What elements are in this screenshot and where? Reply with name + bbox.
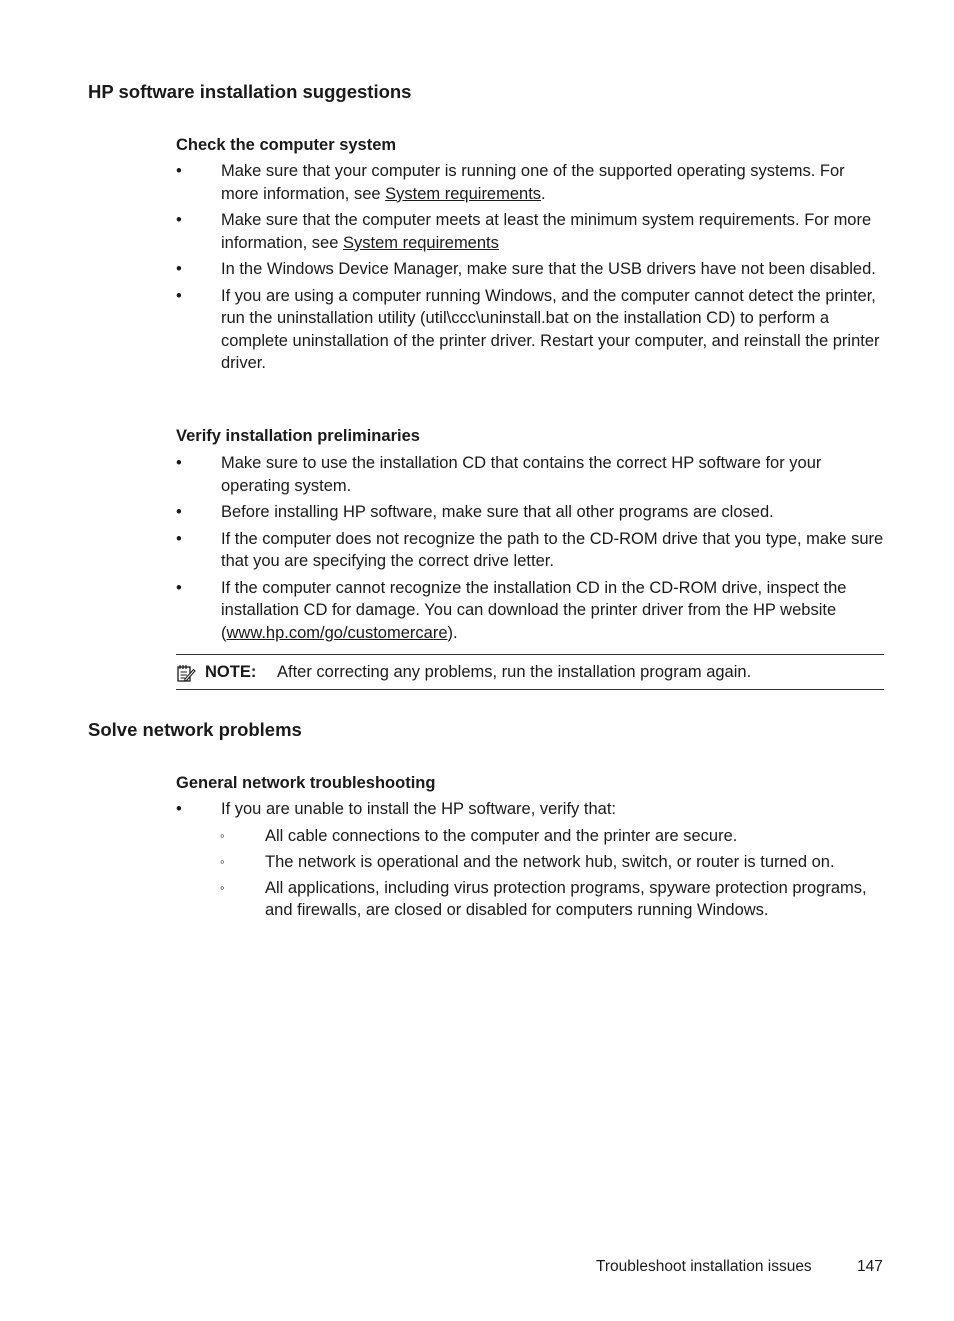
subheading-general-network: General network troubleshooting [176, 774, 436, 792]
sub-bullet: ◦ [220, 853, 225, 869]
network-troubleshooting-list [176, 798, 886, 925]
check-computer-list [176, 160, 886, 379]
bullet: • [176, 286, 182, 305]
list-item [176, 798, 886, 821]
list-item [176, 160, 886, 205]
list-item-suffix: . [541, 184, 546, 203]
bullet: • [176, 454, 182, 472]
note-box [176, 654, 884, 690]
sub-list-item-text: The network is operational and the network hub, switch, or router is turned on. [265, 852, 835, 871]
list-item-text: Make sure that the computer meets at least the minimum system requirements. For more information, see [221, 211, 872, 252]
verify-preliminaries-list [176, 452, 886, 648]
sub-list-item [176, 851, 886, 874]
list-item-text: Before installing HP software, make sure that all other programs are closed. [221, 503, 774, 521]
list-item-text: Make sure that your computer is running one of the supported operating systems. For more information, see [221, 162, 845, 203]
list-item [176, 452, 886, 497]
note-text: After correcting any problems, run the installation program again. [277, 663, 752, 681]
sub-bullet: ◦ [220, 879, 225, 895]
page-number: 147 [857, 1258, 883, 1275]
bullet: • [176, 162, 182, 180]
list-item [176, 501, 886, 524]
subheading-check-computer: Check the computer system [176, 136, 397, 154]
bullet: • [176, 529, 182, 548]
bullet: • [176, 578, 182, 597]
bullet: • [176, 260, 182, 278]
system-requirements-link[interactable]: System requirements [385, 184, 542, 203]
section-title-network: Solve network problems [88, 719, 302, 740]
list-item-text: If you are unable to install the HP software, verify that: [221, 800, 616, 818]
bullet: • [176, 503, 182, 521]
list-item [176, 528, 886, 573]
system-requirements-link[interactable]: System requirements [342, 233, 499, 252]
sub-list-item-text: All applications, including virus protection programs, spyware protection programs, and firewalls, are closed or disabled for computers running Windows. [265, 878, 867, 919]
list-item-text: If the computer cannot recognize the installation CD in the CD-ROM drive, inspect the installation CD for damage. You can download the printer driver from the HP website ( [221, 578, 847, 642]
note-label: NOTE: [205, 663, 257, 681]
subheading-verify-preliminaries: Verify installation preliminaries [176, 427, 420, 445]
sub-list-item-text: All cable connections to the computer and the printer are secure. [265, 826, 738, 845]
list-item [176, 209, 886, 254]
bullet: • [176, 211, 182, 229]
sub-list-item [176, 825, 886, 848]
list-item [176, 577, 886, 645]
list-item-text: Make sure to use the installation CD that contains the correct HP software for your operating system. [221, 454, 822, 495]
list-item-text: In the Windows Device Manager, make sure that the USB drivers have not been disabled. [221, 260, 876, 278]
sub-list-item [176, 877, 886, 922]
sub-bullet: ◦ [220, 827, 225, 843]
list-item-text: If you are using a computer running Windows, and the computer cannot detect the printer, run the uninstallation utility (util\ccc\uninstall.bat on the installation CD) to perform a complete uninstallation of the printer driver. Restart your computer, and reinstall the printer driver. [221, 286, 880, 372]
footer-section-title: Troubleshoot installation issues [596, 1258, 812, 1275]
bullet: • [176, 800, 182, 818]
list-item-suffix: ). [447, 623, 458, 642]
note-pad-icon [176, 663, 196, 683]
list-item-text: If the computer does not recognize the path to the CD-ROM drive that you type, make sure that you are specifying the correct drive letter. [221, 529, 884, 570]
section-title-hp-software: HP software installation suggestions [88, 81, 412, 102]
hp-customercare-link[interactable]: www.hp.com/go/customercare [226, 623, 448, 642]
list-item [176, 258, 886, 281]
list-item [176, 285, 886, 375]
